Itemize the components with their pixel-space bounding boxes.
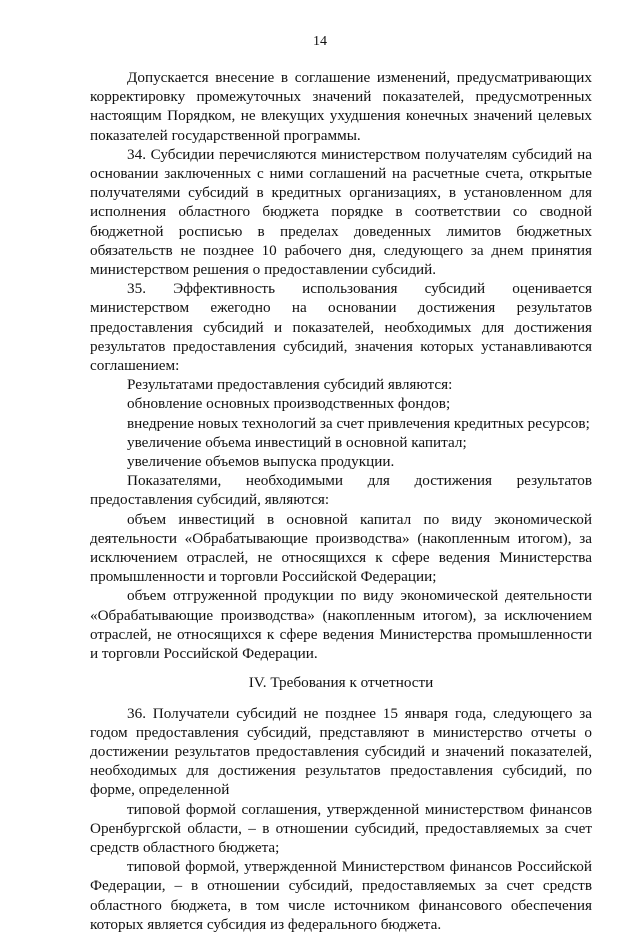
indicator-item: объем отгруженной продукции по виду экономической деятельности «Обрабатывающие производства» (накопленным итогом), за исключением отраслей, не относящихся к сфере ведения Министерства промышленности и торговли Российской Федерации. (90, 587, 592, 663)
indicators-intro: Показателями, необходимыми для достижения результатов предоставления субсидий, являются: (90, 472, 592, 509)
page-number: 14 (313, 34, 327, 49)
result-item: внедрение новых технологий за счет привлечения кредитных ресурсов; (127, 414, 590, 432)
paragraph-36-reports: 36. Получатели субсидий не позднее 15 января года, следующего за годом предоставления субсидий, представляют в министерство отчеты о достижении результатов предоставления субсидий и значений показателей, необходимых для достижения результатов предоставления субсидий, по форме, определенной (90, 704, 592, 799)
results-intro: Результатами предоставления субсидий являются: (127, 376, 453, 394)
document-body (90, 68, 592, 934)
paragraph-35-efficiency: 35. Эффективность использования субсидий оценивается министерством ежегодно на основании достижения результатов предоставления субсидий и показателей, необходимых для достижения результатов предоставления субсидий, значения которых устанавливаются соглашением: (90, 280, 592, 375)
paragraph-34-subsidy-transfer: 34. Субсидии перечисляются министерством получателям субсидий на основании заключенных с ними соглашений на расчетные счета, открытые получателями субсидий в кредитных организациях, в установленном для исполнения областного бюджета порядке в соответствии со сводной бюджетной росписью в пределах доведенных лимитов бюджетных обязательств не позднее 10 рабочего дня, следующего за днем принятия министерством решения о предоставлении субсидий. (90, 145, 592, 279)
section-heading: IV. Требования к отчетности (248, 674, 434, 692)
result-item: обновление основных производственных фондов; (127, 395, 451, 413)
report-form-item: типовой формой, утвержденной Министерством финансов Российской Федерации, – в отношении субсидий, предоставляемых за счет средств областного бюджета, в том числе источником финансового обеспечения которых является субсидия из федерального бюджета. (90, 858, 592, 933)
indicator-item: объем инвестиций в основной капитал по виду экономической деятельности «Обрабатывающие производства» (накопленным итогом), за исключением отраслей, не относящихся к сфере ведения Министерства промышленности и торговли Российской Федерации; (90, 510, 592, 586)
paragraph-changes-allowed: Допускается внесение в соглашение изменений, предусматривающих корректировку промежуточных значений показателей, предусмотренных настоящим Порядком, не влекущих ухудшения конечных значений целевых показателей государственной программы. (90, 69, 592, 144)
result-item: увеличение объема инвестиций в основной капитал; (127, 433, 467, 451)
result-item: увеличение объемов выпуска продукции. (127, 453, 395, 471)
report-form-item: типовой формой соглашения, утвержденной министерством финансов Оренбургской области, – в отношении субсидий, предоставляемых за счет средств областного бюджета; (90, 800, 592, 856)
